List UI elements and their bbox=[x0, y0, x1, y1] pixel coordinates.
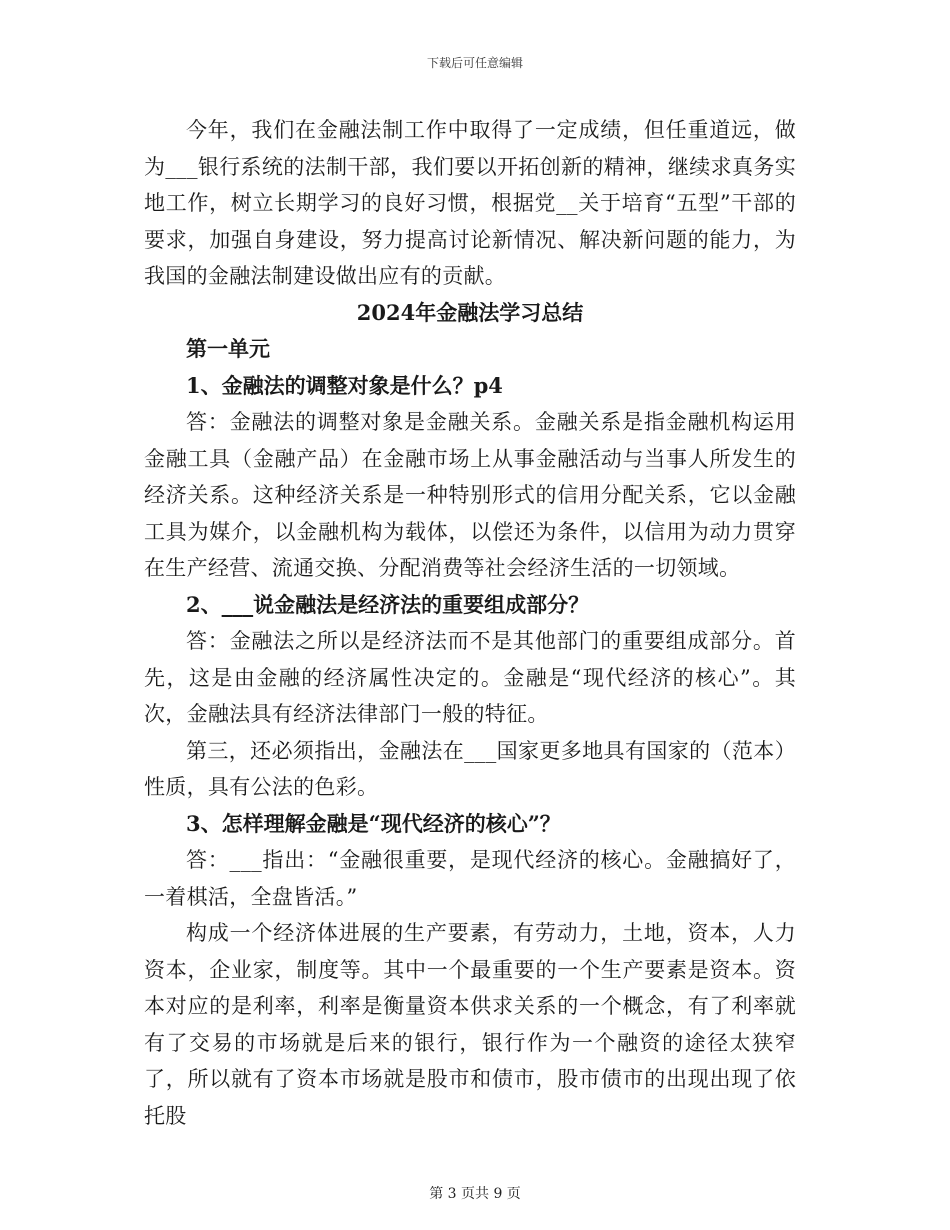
question-2: 2、___说金融法是经济法的重要组成部分？ bbox=[186, 591, 590, 617]
answer-1: 答：金融法的调整对象是金融关系。金融关系是指金融机构运用金融工具（金融产品）在金融市场上从事金融活动与当事人所发生的经济关系。这种经济关系是一种特别形式的信用分配关系，它以金融工具为媒介，以金融机构为载体，以偿还为条件，以信用为动力贯穿在生产经营、流通交换、分配消费等社会经济生活的一切领域。 bbox=[144, 410, 796, 580]
intro-paragraph: 今年，我们在金融法制工作中取得了一定成绩，但任重道远，做为___银行系统的法制干部，我们要以开拓创新的精神，继续求真务实地工作，树立长期学习的良好习惯，根据党__关于培育“五型”干部的要求，加强自身建设，努力提高讨论新情况、解决新问题的能力，为我国的金融法制建设做出应有的贡献。 bbox=[144, 118, 796, 288]
answer-2-continued: 第三，还必须指出，金融法在___国家更多地具有国家的（范本）性质，具有公法的色彩。 bbox=[144, 738, 796, 799]
document-title: 2024年金融法学习总结 bbox=[356, 299, 584, 325]
unit-heading: 第一单元 bbox=[186, 336, 270, 361]
answer-3: 答：___指出：“金融很重要，是现代经济的核心。金融搞好了，一着棋活，全盘皆活。” bbox=[144, 848, 796, 909]
page-footer: 第 3 页共 9 页 bbox=[429, 1186, 521, 1202]
answer-3-continued: 构成一个经济体进展的生产要素，有劳动力，土地，资本，人力资本，企业家，制度等。其中一个最重要的一个生产要素是资本。资本对应的是利率，利率是衡量资本供求关系的一个概念，有了利率就有了交易的市场就是后来的银行，银行作为一个融资的途径太狭窄了，所以就有了资本市场就是股市和债市，股市债市的出现出现了依托股 bbox=[144, 921, 796, 1128]
question-1: 1、金融法的调整对象是什么？p4 bbox=[186, 372, 503, 398]
document-body bbox=[144, 112, 796, 1134]
page-header: 下载后可任意编辑 bbox=[426, 56, 523, 70]
question-3: 3、怎样理解金融是“现代经济的核心”？ bbox=[186, 810, 561, 836]
answer-2: 答：金融法之所以是经济法而不是其他部门的重要组成部分。首先，这是由金融的经济属性决定的。金融是“现代经济的核心”。其次，金融法具有经济法律部门一般的特征。 bbox=[144, 629, 796, 726]
